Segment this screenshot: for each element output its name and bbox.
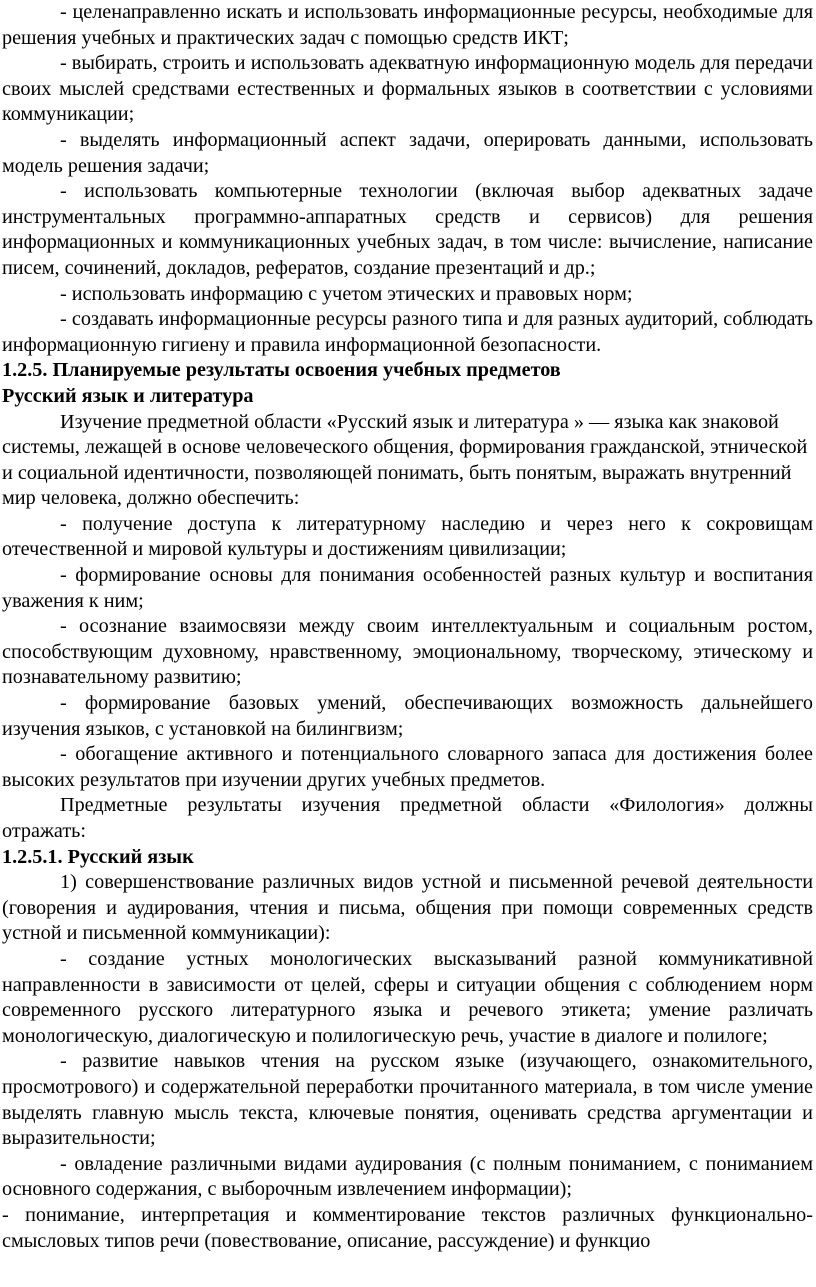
- point-1-item-2: - развитие навыков чтения на русском языке (изучающего, ознакомительного, просмотрового) и содержательной переработки прочитанного материала, в том числе умение выделять главную мысль текста, ключевые понятия, оценивать средства аргументации и выразительности;: [2, 1050, 813, 1150]
- point-1-item-1: - создание устных монологических высказываний разной коммуникативной направленности в зависимости от целей, сферы и ситуации общения с соблюдением норм современного русского литературного языка и речевого этикета; умение различать монологическую, диалогическую и полилогическую речь, участие в диалоге и полилоге;: [2, 947, 813, 1047]
- subject-item-4: - формирование базовых умений, обеспечивающих возможность дальнейшего изучения языков, с установкой на билингвизм;: [2, 692, 813, 740]
- intro-item-1: - целенаправленно искать и использовать информационные ресурсы, необходимые для решения учебных и практических задач с помощью средств ИКТ;: [2, 1, 813, 49]
- intro-item-2: - выбирать, строить и использовать адекватную информационную модель для передачи своих мыслей средствами естественных и формальных языков в соответствии с условиями коммуникации;: [2, 52, 813, 126]
- subject-intro: Изучение предметной области «Русский язык и литература » — языка как знаковой системы, лежащей в основе человеческого общения, формирования гражданской, этнической и социальной идентичности, позволяющей понимать, быть понятым, выражать внутренний мир человека, должно обеспечить:: [2, 410, 808, 510]
- intro-item-3: - выделять информационный аспект задачи, оперировать данными, использовать модель решения задачи;: [2, 128, 813, 177]
- intro-item-4: - использовать компьютерные технологии (включая выбор адекватных задаче инструментальных программно-аппаратных средств и сервисов) для решения информационных и коммуникационных учебных задач, в том числе: вычисление, написание писем, сочинений, докладов, рефератов, создание презентаций и др.;: [2, 180, 813, 279]
- subject-item-2: - формирование основы для понимания особенностей разных культур и воспитания уважения к ним;: [2, 564, 813, 612]
- intro-item-6: - создавать информационные ресурсы разного типа и для разных аудиторий, соблюдать информационную гигиену и правила информационной безопасности.: [2, 308, 813, 356]
- point-1-item-3: - овладение различными видами аудирования (с полным пониманием, с пониманием основного содержания, с выборочным извлечением информации);: [2, 1152, 813, 1201]
- subject-heading: Русский язык и литература: [2, 384, 254, 407]
- point-1: 1) совершенствование различных видов устной и письменной речевой деятельности (говорения и аудирования, чтения и письма, общения при помощи современных средств устной и письменной коммуникации):: [2, 871, 813, 945]
- subsection-heading: 1.2.5.1. Русский язык: [2, 845, 194, 868]
- results-intro: Предметные результаты изучения предметной области «Филология» должны отражать:: [2, 794, 813, 842]
- intro-item-5: - использовать информацию с учетом этических и правовых норм;: [60, 282, 633, 305]
- subject-item-3: - осознание взаимосвязи между своим интеллектуальным и социальным ростом, способствующим духовному, нравственному, эмоциональному, творческому, этическому и познавательному развитию;: [2, 615, 813, 689]
- section-heading: 1.2.5. Планируемые результаты освоения учебных предметов: [2, 359, 561, 382]
- last-paragraph: - понимание, интерпретация и комментирование текстов различных функционально-смысловых типов речи (повествование, описание, рассуждение) и функцио: [2, 1203, 813, 1252]
- subject-item-5: - обогащение активного и потенциального словарного запаса для достижения более высоких результатов при изучении других учебных предметов.: [2, 743, 813, 791]
- subject-item-1: - получение доступа к литературному наследию и через него к сокровищам отечественной и мировой культуры и достижениям цивилизации;: [2, 512, 813, 561]
